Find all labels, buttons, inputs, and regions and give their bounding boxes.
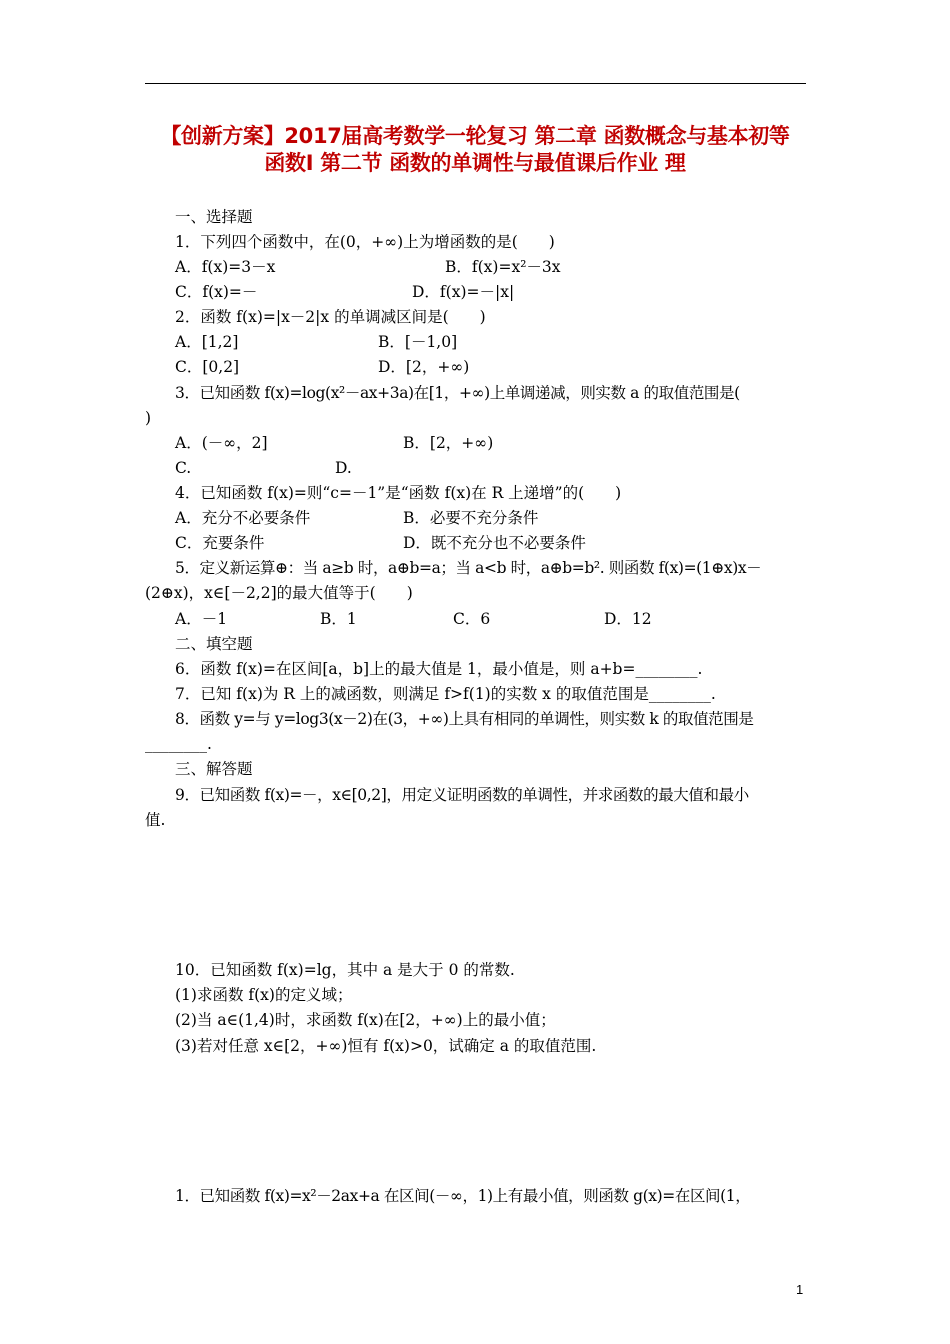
page-number: 1 — [796, 1282, 804, 1297]
question-1-option-a: A．f(x)=3－x — [175, 258, 276, 276]
question-10-part-2: (2)当 a∈(1,4)时，求函数 f(x)在[2，+∞)上的最小值； — [175, 1011, 556, 1029]
question-3-option-b: B．[2，+∞) — [403, 434, 494, 452]
question-3-option-c: C. — [175, 459, 192, 477]
question-3-stem-continued: ) — [145, 409, 152, 427]
question-5-option-d: D．12 — [604, 610, 652, 628]
question-10-part-1: (1)求函数 f(x)的定义域； — [175, 986, 353, 1004]
question-8: 8．函数 y=与 y=log3(x－2)在(3，+∞)上具有相同的单调性，则实数 k 的取值范围是 — [175, 710, 754, 728]
question-3-option-d: D. — [335, 459, 352, 477]
question-4-option-a: A．充分不必要条件 — [175, 509, 311, 527]
question-9: 9．已知函数 f(x)=－，x∈[0,2]，用定义证明函数的单调性，并求函数的最大值和最小 — [175, 786, 749, 804]
question-2-option-d: D．[2，+∞) — [378, 358, 470, 376]
question-2-option-a: A．[1,2] — [175, 333, 239, 351]
question-4-option-d: D．既不充分也不必要条件 — [403, 534, 586, 552]
question-4-option-b: B．必要不充分条件 — [403, 509, 539, 527]
question-6: 6．函数 f(x)=在区间[a，b]上的最大值是 1，最小值是，则 a+b=________. — [175, 660, 703, 678]
question-2-stem: 2．函数 f(x)=|x－2|x 的单调减区间是( ) — [175, 308, 486, 326]
question-1-option-d: D．f(x)=－|x| — [412, 283, 515, 301]
question-2-option-c: C．[0,2] — [175, 358, 240, 376]
question-5-stem: 5．定义新运算⊕：当 a≥b 时，a⊕b=a；当 a<b 时，a⊕b=b². 则函数 f(x)=(1⊕x)x－ — [175, 559, 762, 577]
question-9-continued: 值. — [145, 811, 166, 829]
question-5-option-a: A．－1 — [175, 610, 228, 628]
question-5-option-c: C．6 — [453, 610, 491, 628]
question-3-option-a: A．(－∞，2] — [175, 434, 268, 452]
header-rule — [145, 83, 806, 84]
question-3-stem: 3．已知函数 f(x)=log(x²－ax+3a)在[1，+∞)上单调递减，则实数 a 的取值范围是( — [175, 384, 740, 402]
question-4-option-c: C．充要条件 — [175, 534, 265, 552]
question-5-option-b: B．1 — [320, 610, 357, 628]
question-1-stem: 1．下列四个函数中，在(0，+∞)上为增函数的是( ) — [175, 233, 555, 251]
question-10-stem: 10．已知函数 f(x)=lg，其中 a 是大于 0 的常数. — [175, 961, 515, 979]
question-7: 7．已知 f(x)为 R 上的减函数，则满足 f>f(1)的实数 x 的取值范围是________. — [175, 685, 716, 703]
question-10-part-3: (3)若对任意 x∈[2，+∞)恒有 f(x)>0，试确定 a 的取值范围. — [175, 1037, 597, 1055]
question-5-stem-continued: (2⊕x)，x∈[－2,2]的最大值等于( ) — [145, 584, 413, 602]
section-heading-fill: 二、填空题 — [175, 635, 253, 653]
question-2-option-b: B．[－1,0] — [378, 333, 458, 351]
section-heading-choice: 一、选择题 — [175, 208, 253, 226]
question-1-option-c: C．f(x)=－ — [175, 283, 258, 301]
document-title-line-2: 函数Ⅰ 第二节 函数的单调性与最值课后作业 理 — [264, 151, 686, 175]
extra-question-1: 1．已知函数 f(x)=x²－2ax+a 在区间(－∞，1)上有最小值，则函数 g(x)=在区间(1， — [175, 1187, 751, 1205]
question-4-stem: 4．已知函数 f(x)=则“c=－1”是“函数 f(x)在 R 上递增”的( ) — [175, 484, 622, 502]
question-1-option-b: B．f(x)=x²－3x — [445, 258, 561, 276]
section-heading-answer: 三、解答题 — [175, 760, 253, 778]
document-title-line-1: 【创新方案】2017届高考数学一轮复习 第二章 函数概念与基本初等 — [160, 124, 790, 148]
question-8-continued: ________. — [145, 735, 212, 753]
